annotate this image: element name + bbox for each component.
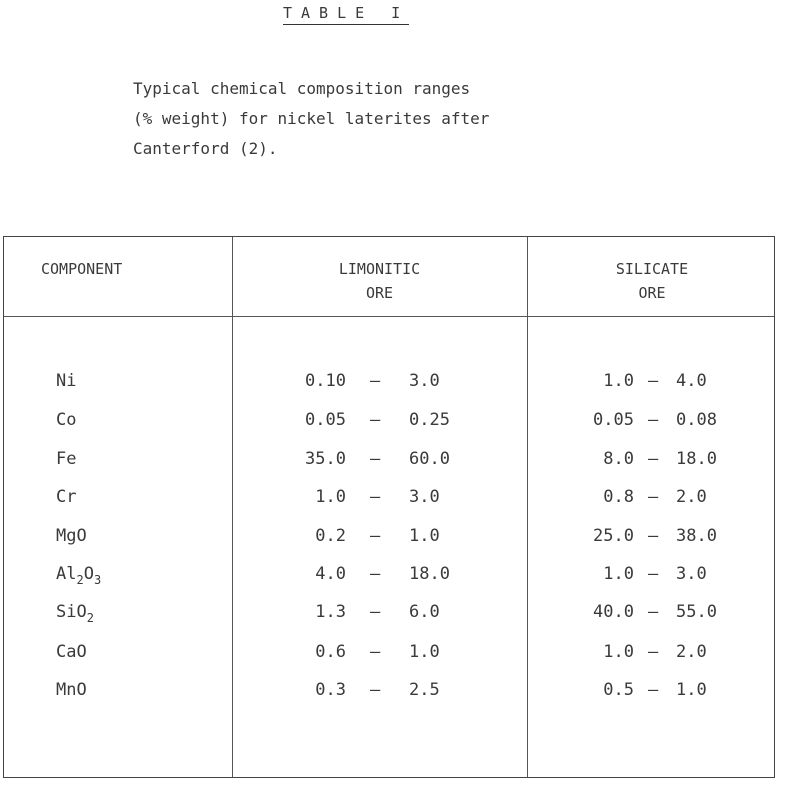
limonitic-high: 1.0 xyxy=(409,642,440,662)
limonitic-high: 2.5 xyxy=(409,680,440,700)
table-row xyxy=(4,642,776,675)
component-cell xyxy=(56,564,102,587)
range-dash: – xyxy=(370,487,381,507)
silicate-low: 1.0 xyxy=(603,564,634,584)
silicate-high: 2.0 xyxy=(676,642,707,662)
range-dash: – xyxy=(648,449,659,469)
component-mid: O xyxy=(83,564,94,584)
caption-line-3: Canterford (2). xyxy=(133,139,278,158)
header-silicate-line1: SILICATE xyxy=(615,260,689,278)
header-limonitic-line2: ORE xyxy=(365,284,394,302)
limonitic-high: 3.0 xyxy=(409,371,440,391)
limonitic-low: 0.05 xyxy=(305,410,346,430)
silicate-low: 8.0 xyxy=(603,449,634,469)
silicate-high: 2.0 xyxy=(676,487,707,507)
range-dash: – xyxy=(370,602,381,622)
silicate-high: 55.0 xyxy=(676,602,717,622)
silicate-low: 0.05 xyxy=(593,410,634,430)
component-cell: Co xyxy=(56,410,77,430)
range-dash: – xyxy=(648,371,659,391)
range-dash: – xyxy=(370,410,381,430)
silicate-high: 1.0 xyxy=(676,680,707,700)
table-row xyxy=(4,371,776,404)
range-dash: – xyxy=(648,564,659,584)
component-subscript: 2 xyxy=(76,573,84,587)
table-row xyxy=(4,449,776,482)
silicate-high: 4.0 xyxy=(676,371,707,391)
caption-line-2: (% weight) for nickel laterites after xyxy=(133,109,490,128)
table-caption xyxy=(133,74,489,164)
range-dash: – xyxy=(370,642,381,662)
table-title: TABLE I xyxy=(283,4,409,25)
range-dash: – xyxy=(648,642,659,662)
range-dash: – xyxy=(370,449,381,469)
limonitic-low: 4.0 xyxy=(315,564,346,584)
range-dash: – xyxy=(648,526,659,546)
limonitic-low: 0.3 xyxy=(315,680,346,700)
caption-line-1: Typical chemical composition ranges xyxy=(133,79,471,98)
range-dash: – xyxy=(370,680,381,700)
component-subscript: 2 xyxy=(86,611,94,625)
range-dash: – xyxy=(648,410,659,430)
silicate-low: 1.0 xyxy=(603,371,634,391)
silicate-high: 18.0 xyxy=(676,449,717,469)
silicate-low: 0.8 xyxy=(603,487,634,507)
component-cell: MnO xyxy=(56,680,87,700)
limonitic-high: 3.0 xyxy=(409,487,440,507)
limonitic-low: 0.6 xyxy=(315,642,346,662)
silicate-low: 1.0 xyxy=(603,642,634,662)
composition-table xyxy=(3,236,775,778)
limonitic-low: 0.2 xyxy=(315,526,346,546)
component-base: Al xyxy=(56,564,77,584)
header-limonitic-ore xyxy=(232,257,527,305)
limonitic-high: 0.25 xyxy=(409,410,450,430)
silicate-high: 3.0 xyxy=(676,564,707,584)
range-dash: – xyxy=(370,564,381,584)
limonitic-high: 1.0 xyxy=(409,526,440,546)
table-row xyxy=(4,564,776,597)
table-row xyxy=(4,680,776,713)
table-row xyxy=(4,526,776,559)
silicate-high: 0.08 xyxy=(676,410,717,430)
header-silicate-line2: ORE xyxy=(638,284,666,302)
silicate-low: 0.5 xyxy=(603,680,634,700)
silicate-low: 40.0 xyxy=(593,602,634,622)
limonitic-high: 18.0 xyxy=(409,564,450,584)
range-dash: – xyxy=(370,371,381,391)
component-cell: MgO xyxy=(56,526,87,546)
header-silicate-ore xyxy=(527,257,777,305)
range-dash: – xyxy=(648,680,659,700)
component-cell: Fe xyxy=(56,449,77,469)
limonitic-high: 6.0 xyxy=(409,602,440,622)
limonitic-high: 60.0 xyxy=(409,449,450,469)
silicate-high: 38.0 xyxy=(676,526,717,546)
component-cell: CaO xyxy=(56,642,87,662)
limonitic-low: 1.0 xyxy=(315,487,346,507)
range-dash: – xyxy=(648,487,659,507)
silicate-low: 25.0 xyxy=(593,526,634,546)
range-dash: – xyxy=(648,602,659,622)
limonitic-low: 35.0 xyxy=(305,449,346,469)
limonitic-low: 1.3 xyxy=(315,602,346,622)
component-subscript: 3 xyxy=(93,573,102,587)
component-base: SiO xyxy=(56,602,87,622)
header-limonitic-line1: LIMONITIC xyxy=(338,260,421,278)
table-row xyxy=(4,410,776,443)
limonitic-low: 0.10 xyxy=(305,371,346,391)
component-cell: Cr xyxy=(56,487,77,507)
table-row xyxy=(4,602,776,635)
header-divider xyxy=(4,316,774,317)
component-cell: Ni xyxy=(56,371,77,391)
range-dash: – xyxy=(370,526,381,546)
component-cell xyxy=(56,602,94,625)
header-component: COMPONENT xyxy=(41,260,123,278)
table-row xyxy=(4,487,776,520)
